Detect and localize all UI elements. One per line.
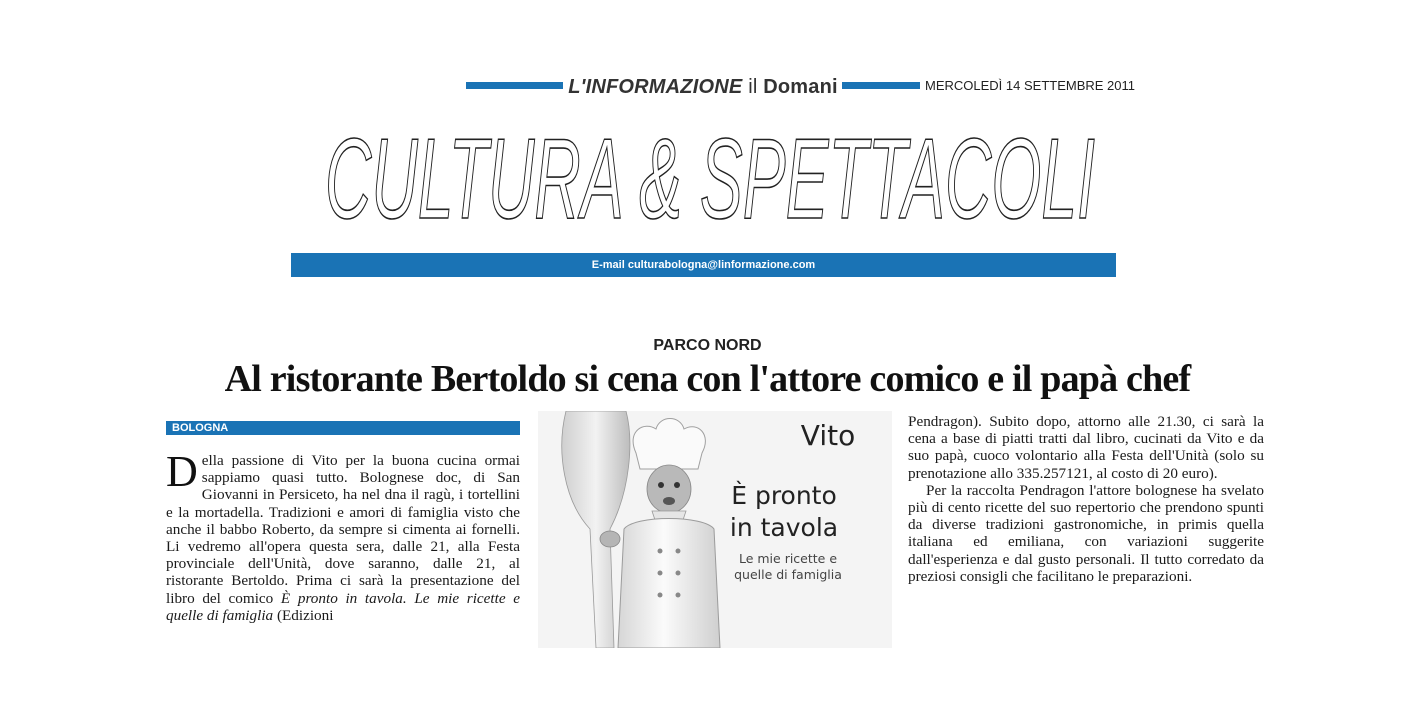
article-kicker: PARCO NORD (653, 337, 762, 354)
article-paragraph-3: Pendragon). Subito dopo, attorno alle 21.30, ci sarà la cena a base di piatti tratti dal libro, cucinati da Vito e da suo papà, cuoco volontario alla Festa dell'Unità (solo su prenotazione allo 335.257121, al costo di 20 euro). (908, 413, 1264, 482)
newspaper-title-part1: L'INFORMAZIONE (568, 76, 743, 98)
article-column-right (908, 413, 1264, 585)
section-title (320, 120, 1100, 232)
article-text-2: (Edizioni (273, 606, 334, 624)
drop-cap: D (166, 447, 198, 496)
article-headline: Al ristorante Bertoldo si cena con l'attore comico e il papà chef (224, 358, 1191, 400)
article-dateline: BOLOGNA (166, 421, 520, 435)
book-title-inline: È pronto in tavola. Le mie ricette e quelle di famiglia (166, 589, 520, 624)
article-paragraph-4: Per la raccolta Pendragon l'attore bolognese ha svelato più di cento ricette del suo repertorio che prendono spunti da diverse tradizioni gastronomiche, in primis quella italiana ed emiliana, con variazioni suggerite dall'esperienza e dal gusto personali. Il tutto corredato da preziosi consigli che facilitano le preparazioni. (908, 481, 1264, 585)
article-column-left (166, 447, 520, 624)
cover-title-line2: in tavola (729, 513, 839, 542)
book-cover-image (538, 411, 892, 648)
newspaper-title (566, 76, 840, 99)
article-text-1: ella passione di Vito per la buona cucina ormai sappiamo quasi tutto. Bolognese doc, di San Giovanni in Persiceto, ha nel dna il ragù, i tortellini e la mortadella. Tradizioni e amori di famiglia visto che anche il babbo Roberto, da sempre si cimenta ai fornelli. Li vedremo all'opera questa sera, dalle 21, alla Festa provinciale dell'Unità, dove saranno, dalle 21, al ristorante Bertoldo. Prima ci sarà la presentazione del libro del comico (166, 452, 520, 607)
cover-title-line1: È pronto (731, 481, 837, 510)
cover-author: Vito (800, 419, 856, 452)
issue-date: MERCOLEDÌ 14 SETTEMBRE 2011 (925, 78, 1135, 93)
newspaper-title-part2: il (748, 76, 758, 98)
masthead-bar-left (466, 82, 563, 89)
section-title-text: CULTURA & SPETTACOLI (325, 120, 1095, 232)
cover-subtitle-line2: quelle di famiglia (734, 567, 842, 582)
newspaper-title-part3: Domani (763, 76, 838, 98)
email-banner: E-mail culturabologna@linformazione.com (291, 253, 1116, 277)
article-paragraph (166, 447, 520, 624)
cover-subtitle-line1: Le mie ricette e (738, 551, 838, 566)
masthead-bar-right (842, 82, 920, 89)
